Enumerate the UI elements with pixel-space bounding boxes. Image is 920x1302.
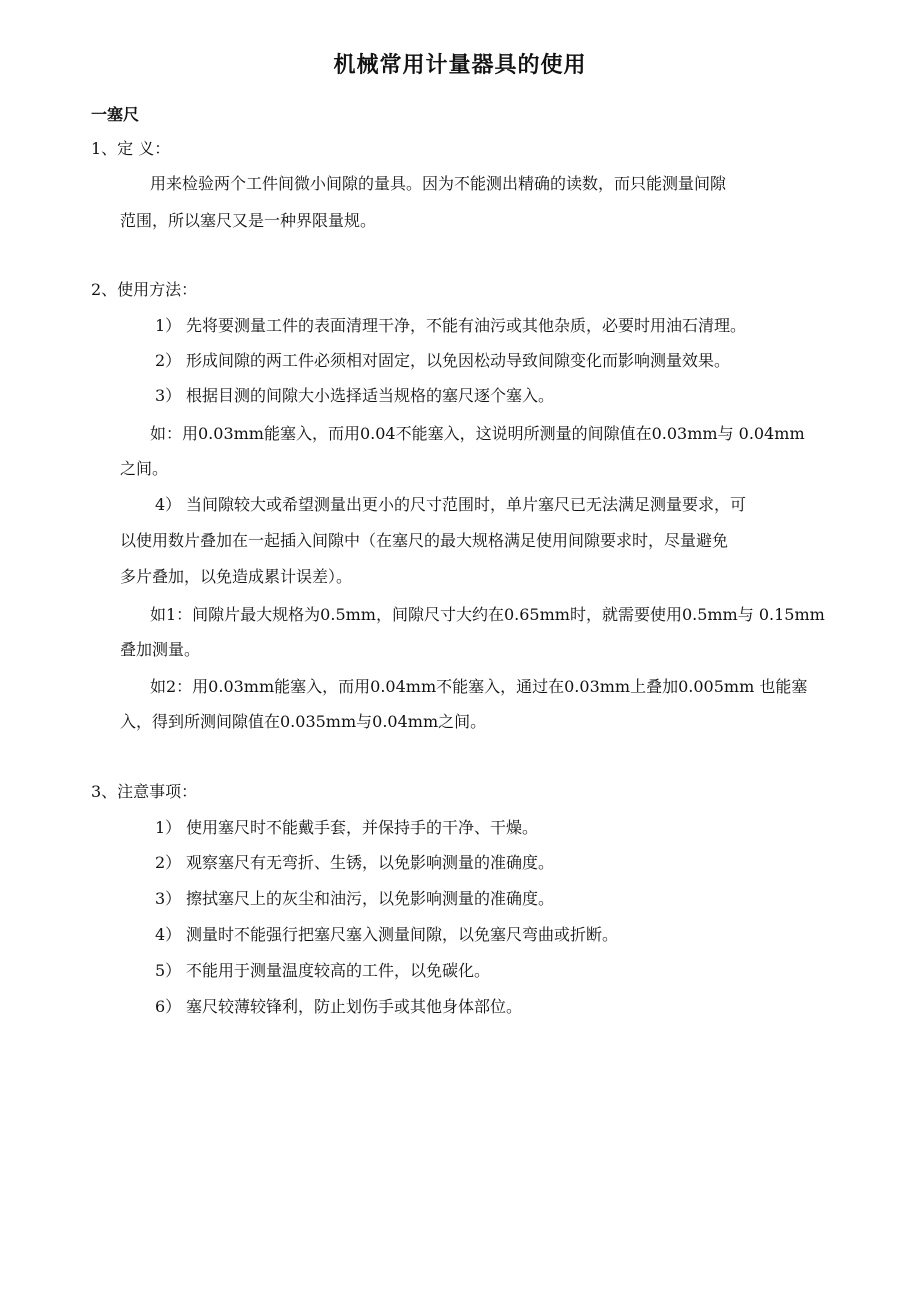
step-number: 3）	[155, 386, 182, 405]
notes-heading: 3、注意事项：	[91, 782, 198, 801]
section-heading: 一塞尺	[91, 105, 140, 124]
usage-step-2	[155, 351, 730, 371]
step-text: 根据目测的间隙大小选择适当规格的塞尺逐个塞入。	[186, 386, 555, 405]
step-number: 2）	[155, 351, 182, 370]
note-number: 6）	[155, 997, 182, 1016]
step-text: 先将要测量工件的表面清理干净，不能有油污或其他杂质，必要时用油石清理。	[186, 316, 747, 335]
note-text: 不能用于测量温度较高的工件，以免碳化。	[186, 961, 491, 980]
step-text: 当间隙较大或希望测量出更小的尺寸范围时，单片塞尺已无法满足测量要求，可	[186, 495, 747, 514]
page-title: 机械常用计量器具的使用	[333, 53, 587, 78]
note-number: 4）	[155, 925, 182, 944]
definition-line-2: 范围，所以塞尺又是一种界限量规。	[120, 211, 377, 230]
example-1-line-1: 如：用0.03mm能塞入，而用0.04不能塞入，这说明所测量的间隙值在0.03mm与 0.04mm	[150, 424, 805, 443]
usage-step-4-line-3: 多片叠加，以免造成累计误差）。	[120, 567, 353, 586]
note-item-6	[155, 997, 522, 1017]
step-number: 1）	[155, 316, 182, 335]
usage-step-4-line-1	[155, 495, 746, 515]
step-number: 4）	[155, 495, 182, 514]
note-item-4	[155, 925, 618, 945]
usage-heading: 2、使用方法：	[91, 280, 198, 299]
usage-step-1	[155, 316, 746, 336]
note-number: 2）	[155, 853, 182, 872]
note-text: 观察塞尺有无弯折、生锈，以免影响测量的准确度。	[186, 853, 555, 872]
example-2-line-1: 如1：间隙片最大规格为0.5mm，间隙尺寸大约在0.65mm时，就需要使用0.5mm与 0.15mm	[150, 605, 825, 624]
example-3-line-1: 如2：用0.03mm能塞入，而用0.04mm不能塞入，通过在0.03mm上叠加0.005mm 也能塞	[150, 677, 808, 696]
note-number: 3）	[155, 889, 182, 908]
note-item-3	[155, 889, 554, 909]
usage-step-4-line-2: 以使用数片叠加在一起插入间隙中（在塞尺的最大规格满足使用间隙要求时，尽量避免	[120, 531, 729, 550]
note-text: 使用塞尺时不能戴手套，并保持手的干净、干燥。	[186, 818, 539, 837]
note-item-2	[155, 853, 554, 873]
note-text: 塞尺较薄较锋利，防止划伤手或其他身体部位。	[186, 997, 523, 1016]
usage-step-3	[155, 386, 554, 406]
example-1-line-2: 之间。	[120, 459, 169, 478]
note-item-1	[155, 818, 538, 838]
definition-line-1: 用来检验两个工件间微小间隙的量具。因为不能测出精确的读数，而只能测量间隙	[150, 174, 727, 193]
step-text: 形成间隙的两工件必须相对固定，以免因松动导致间隙变化而影响测量效果。	[186, 351, 731, 370]
note-item-5	[155, 961, 490, 981]
note-number: 5）	[155, 961, 182, 980]
note-text: 测量时不能强行把塞尺塞入测量间隙，以免塞尺弯曲或折断。	[186, 925, 619, 944]
definition-heading: 1、定 义：	[91, 139, 171, 158]
note-text: 擦拭塞尺上的灰尘和油污，以免影响测量的准确度。	[186, 889, 555, 908]
example-3-line-2: 入，得到所测间隙值在0.035mm与0.04mm之间。	[120, 712, 487, 731]
example-2-line-2: 叠加测量。	[120, 640, 201, 659]
note-number: 1）	[155, 818, 182, 837]
